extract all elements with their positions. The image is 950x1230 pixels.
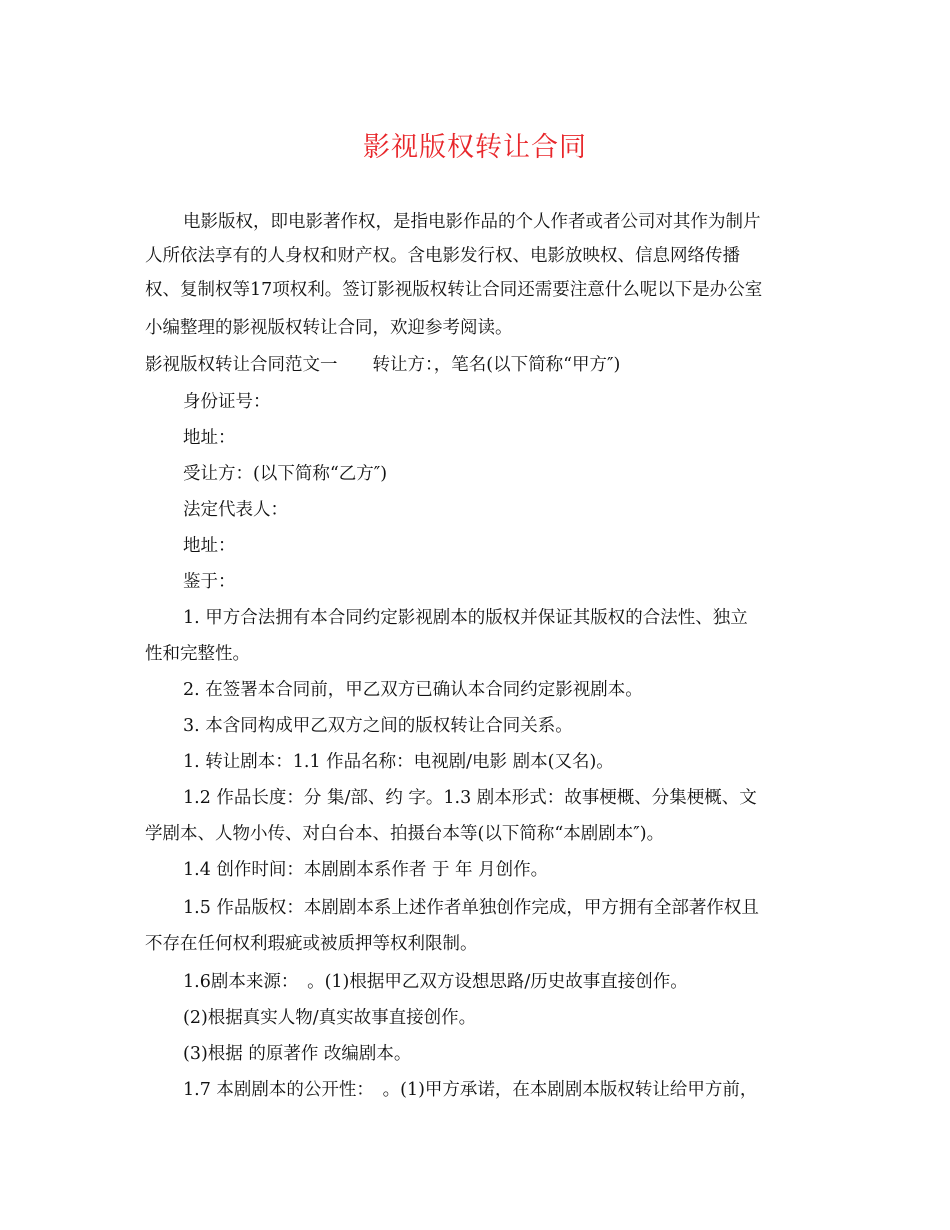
paragraph-line: 影视版权转让合同范文一 转让方：，笔名(以下简称“甲方″): [145, 355, 621, 375]
paragraph-line: 2. 在签署本合同前，甲乙双方已确认本合同约定影视剧本。: [183, 680, 643, 700]
paragraph-line: 鉴于：: [183, 572, 236, 592]
paragraph-line: 受让方：(以下简称“乙方″): [183, 464, 388, 484]
paragraph-line: 电影版权，即电影著作权，是指电影作品的个人作者或者公司对其作为制片: [183, 212, 761, 232]
paragraph-line: 人所依法享有的人身权和财产权。含电影发行权、电影放映权、信息网络传播: [145, 246, 740, 266]
paragraph-line: 1.6剧本来源： 。(1)根据甲乙双方设想思路/历史故事直接创作。: [183, 972, 688, 992]
paragraph-line: 法定代表人：: [183, 500, 288, 520]
paragraph-line: (2)根据真实人物/真实故事直接创作。: [183, 1008, 477, 1028]
paragraph-line: 3. 本含同构成甲乙双方之间的版权转让合同关系。: [183, 716, 573, 736]
paragraph-line: 地址：: [183, 536, 236, 556]
paragraph-line: 1. 甲方合法拥有本合同约定影视剧本的版权并保证其版权的合法性、独立: [183, 608, 748, 628]
paragraph-line: 地址：: [183, 428, 236, 448]
paragraph-line: (3)根据 的原著作 改编剧本。: [183, 1044, 412, 1064]
paragraph-line: 1.4 创作时间：本剧剧本系作者 于 年 月创作。: [183, 860, 549, 880]
paragraph-line: 1.5 作品版权：本剧剧本系上述作者单独创作完成，甲方拥有全部著作权且: [183, 898, 759, 918]
paragraph-line: 不存在任何权利瑕疵或被质押等权利限制。: [145, 934, 478, 954]
paragraph-line: 1. 转让剧本：1.1 作品名称：电视剧/电影 剧本(又名)。: [183, 752, 614, 772]
paragraph-line: 性和完整性。: [145, 644, 250, 664]
paragraph-line: 小编整理的影视版权转让合同，欢迎参考阅读。: [145, 318, 513, 338]
document-title: 影视版权转让合同: [363, 132, 587, 163]
paragraph-line: 1.2 作品长度：分 集/部、约 字。1.3 剧本形式：故事梗概、分集梗概、文: [183, 788, 757, 808]
paragraph-line: 权、复制权等17项权利。签订影视版权转让合同还需要注意什么呢以下是办公室: [145, 280, 763, 300]
paragraph-line: 身份证号：: [183, 392, 271, 412]
paragraph-line: 1.7 本剧剧本的公开性： 。(1)甲方承诺，在本剧剧本版权转让给甲方前，: [183, 1080, 758, 1100]
paragraph-line: 学剧本、人物小传、对白台本、拍摄台本等(以下简称“本剧剧本″)。: [145, 824, 665, 844]
